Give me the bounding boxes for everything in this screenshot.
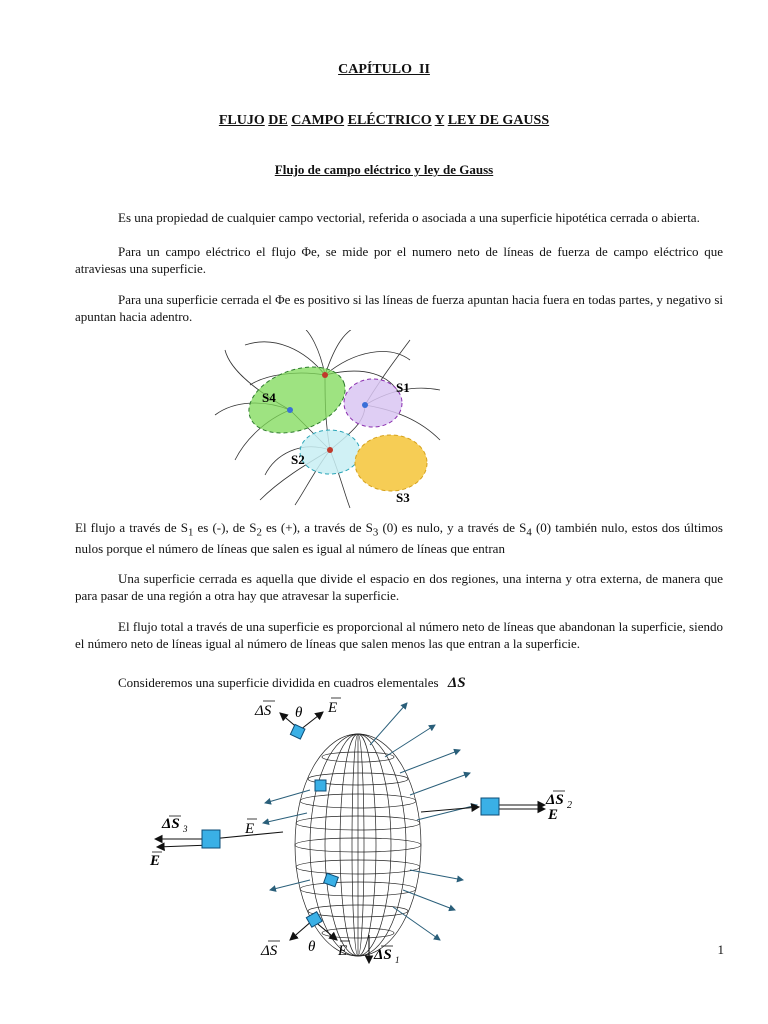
label-ds3-sub: 3: [183, 824, 188, 834]
paragraph-3: Para una superficie cerrada el Φe es positivo si las líneas de fuerza apuntan hacia fuera en todas partes, y negativo si apuntan hacia adentro.: [75, 292, 723, 324]
title-word: Y: [434, 113, 445, 128]
paragraph-5: Una superficie cerrada es aquella que divide el espacio en dos regiones, una interna y otra externa, de manera que para pasar de una región a otra hay que atravesar la superficie.: [75, 571, 723, 603]
surface-s3: [355, 435, 427, 491]
surface-element-top: [290, 724, 305, 739]
chapter-heading: [0, 62, 768, 78]
p4-text: (0) es nulo, y a través de S: [378, 520, 527, 535]
p4-text: El flujo a través de S: [75, 520, 188, 535]
page-number: 1: [717, 942, 724, 957]
surface-s1: [344, 379, 402, 427]
surface-element: [324, 873, 339, 887]
title-word: DE: [268, 113, 288, 128]
delta-s-symbol: ΔS: [447, 675, 466, 691]
paragraph-2: Para un campo eléctrico el flujo Φe, se mide por el numero neto de líneas de fuerza de campo eléctrico que atraviesas una superficie.: [75, 244, 723, 276]
label-ds2-sub: 2: [567, 800, 572, 811]
title-word: CAMPO: [291, 113, 345, 128]
label-e-right: E: [548, 807, 559, 823]
section-subtitle: Flujo de campo eléctrico y ley de Gauss: [274, 162, 494, 177]
field-lines-figure: [205, 330, 455, 510]
paragraph-1: Es una propiedad de cualquier campo vectorial, referida o asociada a una superficie hipotética cerrada o abierta.: [118, 210, 700, 225]
surface-element-ds2: [481, 798, 499, 815]
p4-text: es (-), de S: [193, 520, 257, 535]
positive-charge: [322, 372, 328, 378]
negative-charge: [362, 402, 368, 408]
title-word: ELÉCTRICO: [347, 113, 432, 128]
positive-charge: [327, 447, 333, 453]
paragraph-7: [75, 675, 723, 692]
label-ds-bottom: ΔS: [261, 943, 278, 959]
label-e-bottom: E: [338, 943, 348, 959]
label-theta-bottom: θ: [308, 939, 316, 955]
label-s1: S1: [396, 380, 410, 395]
label-e-top: E: [328, 700, 338, 716]
vector-arrows-over-labels: [152, 698, 565, 946]
paragraph-6: El flujo total a través de una superficie es proporcional al número neto de líneas que abandonan la superficie, siendo el número neto de líneas igual al número de líneas que salen menos las que entran a la superficie.: [75, 619, 723, 651]
ellipsoid-figure: [145, 695, 605, 975]
subscript: 2: [256, 526, 262, 539]
label-s2: S2: [291, 452, 305, 467]
label-theta-top: θ: [295, 705, 303, 721]
p4-text: es (+), a través de S: [261, 520, 373, 535]
label-e-left-mid: E: [245, 821, 255, 837]
label-ds-top: ΔS: [255, 703, 272, 719]
label-ds1: ΔS: [374, 947, 392, 963]
label-s3: S3: [396, 490, 410, 505]
label-s4: S4: [262, 390, 276, 405]
surface-element: [315, 780, 326, 791]
subscript: 4: [526, 526, 532, 539]
label-e-left: E: [150, 853, 161, 869]
chapter-word: CAPÍTULO: [338, 62, 412, 77]
label-ds2: ΔS: [546, 792, 564, 808]
title-word: LEY DE GAUSS: [447, 113, 550, 128]
title-word: FLUJO: [218, 113, 265, 128]
subscript: 1: [187, 526, 194, 539]
chapter-number: II: [419, 62, 430, 77]
label-ds1-sub: 1: [395, 955, 400, 965]
field-vectors: [263, 703, 477, 940]
paragraph-4: [75, 520, 723, 558]
surface-element-ds3: [202, 830, 220, 848]
main-title: [0, 113, 768, 129]
p4-text: (0) también nulo, estos dos últimos nulos porque el número de líneas que salen es igual al número de líneas que entran: [75, 520, 723, 557]
p7-text: Consideremos una superficie dividida en cuadros elementales: [118, 675, 439, 690]
label-ds3: ΔS: [162, 816, 180, 832]
subscript: 3: [372, 526, 379, 539]
negative-charge: [287, 407, 293, 413]
